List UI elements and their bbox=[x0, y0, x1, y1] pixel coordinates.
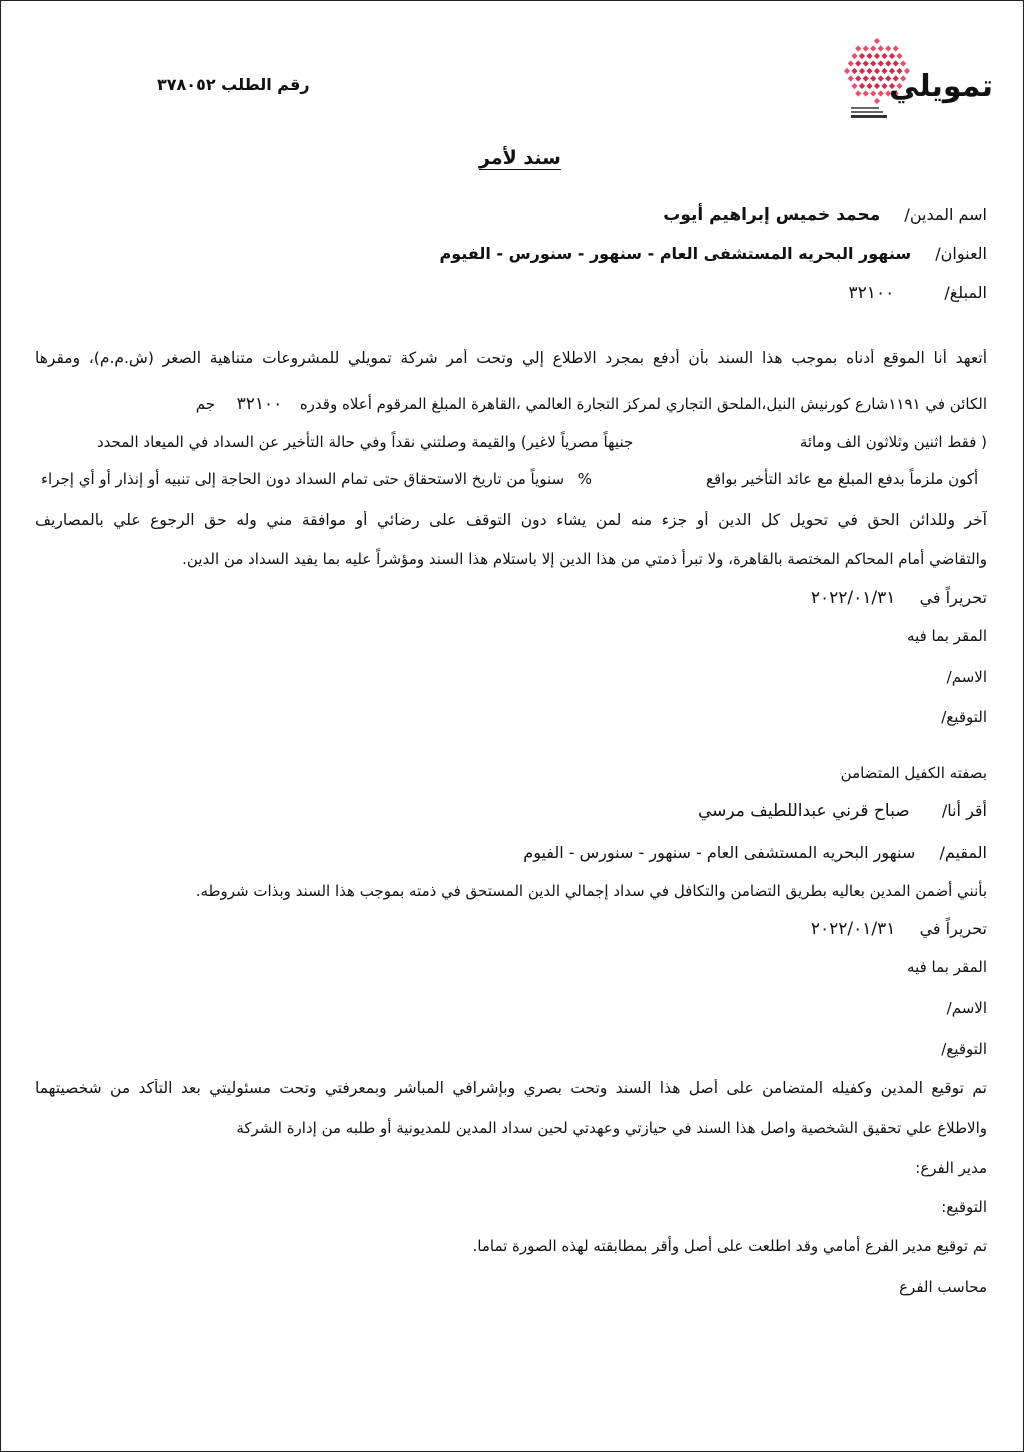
guarantor-section-label: بصفته الكفيل المتضامن bbox=[840, 764, 987, 782]
logo-tile bbox=[878, 45, 884, 51]
logo-tile bbox=[870, 60, 876, 66]
debtor-amount-value: ٣٢١٠٠ bbox=[848, 283, 895, 303]
logo-tile bbox=[851, 68, 857, 74]
logo-tile bbox=[870, 45, 876, 51]
debtor-amount-label: المبلغ/ bbox=[944, 283, 987, 302]
debtor-name-sign-label: الاسم/ bbox=[946, 668, 987, 686]
logo-tile bbox=[863, 75, 869, 81]
logo-tile bbox=[878, 75, 884, 81]
logo-tile bbox=[893, 60, 899, 66]
late-interest-percent-sign: % bbox=[577, 470, 592, 488]
logo-tile bbox=[859, 83, 865, 89]
guarantor-residence-line bbox=[523, 843, 987, 862]
debtor-date-line bbox=[811, 588, 987, 608]
branch-manager-label: مدير الفرع: bbox=[915, 1159, 987, 1177]
body-line-6: والتقاضي أمام المحاكم المختصة بالقاهرة، ولا تبرأ ذمتي من هذا الدين إلا باستلام هذا السند ومؤشراً عليه بما يفيد السداد من الدين. bbox=[182, 550, 987, 568]
debtor-signature-label: التوقيع/ bbox=[941, 708, 987, 726]
body-line-4b-text: سنوياً من تاريخ الاستحقاق حتى تمام السداد دون الحاجة إلى تنبيه أو إنذار أو أي إجراء bbox=[41, 470, 565, 488]
logo-tile bbox=[859, 53, 865, 59]
debtor-date-label: تحريراً في bbox=[919, 588, 987, 607]
logo-tile bbox=[844, 68, 850, 74]
body-line-3b: جنيهاً مصرياً لاغير) والقيمة وصلتني نقداً وفي حالة التأخير عن السداد في الميعاد المحدد bbox=[97, 433, 634, 451]
debtor-date-value: ٢٠٢٢/٠١/٣١ bbox=[810, 588, 896, 608]
logo-tile bbox=[855, 90, 861, 96]
debtor-amount-line bbox=[849, 283, 987, 303]
logo-tile bbox=[885, 60, 891, 66]
debtor-address-label: العنوان/ bbox=[935, 244, 987, 263]
manager-signature-label: التوقيع: bbox=[941, 1198, 987, 1216]
debtor-name-line bbox=[663, 205, 987, 225]
body-line-5: آخر وللدائن الحق في تحويل كل الدين أو جزء منه لمن يشاء دون التوقف على رضائي أو موافقة مني وله حق الرجوع علي بالمصاريف bbox=[35, 511, 987, 529]
logo-tile bbox=[874, 98, 880, 104]
logo-tile bbox=[896, 53, 902, 59]
logo-tagline-icon bbox=[851, 105, 891, 120]
request-number-label: رقم الطلب bbox=[221, 75, 310, 94]
request-number-value: ٣٧٨٠٥٢ bbox=[157, 75, 216, 94]
guarantor-date-label: تحريراً في bbox=[919, 919, 987, 938]
logo-tile bbox=[893, 45, 899, 51]
debtor-name-value: محمد خميس إبراهيم أيوب bbox=[663, 205, 881, 225]
guarantor-signature-label: التوقيع/ bbox=[941, 1040, 987, 1058]
logo-tile bbox=[885, 45, 891, 51]
logo-tile bbox=[878, 60, 884, 66]
logo-tile bbox=[874, 38, 880, 44]
verification-statement: تم توقيع مدير الفرع أمامي وقد اطلعت على أصل وأقر بمطابقته لهذه الصورة تماما. bbox=[472, 1237, 987, 1255]
logo-tile bbox=[851, 83, 857, 89]
footer-line-2: والاطلاع علي تحقيق الشخصية واصل هذا السند في حيازتي وعهدتي لحين سداد المدين للمديونية أو طلبه من إدارة الشركة bbox=[236, 1119, 987, 1137]
body-line-3a: ( فقط اثنين وثلاثون الف ومائة bbox=[799, 433, 987, 451]
guarantor-date-value: ٢٠٢٢/٠١/٣١ bbox=[810, 919, 896, 939]
logo-tile bbox=[870, 90, 876, 96]
body-line-4a: أكون ملزماً بدفع المبلغ مع عائد التأخير بواقع bbox=[706, 470, 979, 488]
logo-tile bbox=[870, 75, 876, 81]
body-currency: جم bbox=[195, 395, 216, 413]
logo-tile bbox=[874, 83, 880, 89]
logo-tile bbox=[874, 53, 880, 59]
logo-tile bbox=[881, 68, 887, 74]
logo-tile bbox=[851, 53, 857, 59]
request-number-line bbox=[157, 75, 310, 94]
body-amount-value: ٣٢١٠٠ bbox=[236, 394, 283, 414]
body-line-2-text: الكائن في ١١٩١شارع كورنيش النيل،الملحق التجاري لمركز التجارة العالمي ،القاهرة المبلغ المرقوم أعلاه وقدره bbox=[299, 395, 987, 413]
guarantor-statement: بأنني أضمن المدين بعاليه بطريق التضامن والتكافل في سداد إجمالي الدين المستحق في ذمته بموجب هذا السند وبذات شروطه. bbox=[195, 882, 987, 900]
debtor-name-label: اسم المدين/ bbox=[904, 205, 987, 224]
logo-tile bbox=[889, 53, 895, 59]
guarantor-residence-label: المقيم/ bbox=[939, 843, 987, 862]
logo-tile bbox=[866, 68, 872, 74]
document-title: سند لأمر bbox=[479, 147, 561, 169]
brand-name: تمويلي bbox=[889, 69, 994, 104]
body-line-1: أتعهد أنا الموقع أدناه بموجب هذا السند بأن أدفع بمجرد الاطلاع إلي وتحت أمر شركة تمويلي للمشروعات متناهية الصغر (ش.م.م)، ومقرها bbox=[35, 349, 987, 367]
guarantor-name-sign-label: الاسم/ bbox=[946, 999, 987, 1017]
logo-tile bbox=[874, 68, 880, 74]
logo-tile bbox=[866, 83, 872, 89]
logo-tile bbox=[863, 45, 869, 51]
body-line-2 bbox=[196, 394, 987, 414]
logo-tile bbox=[881, 53, 887, 59]
logo-tile bbox=[878, 90, 884, 96]
guarantor-name-line bbox=[698, 801, 987, 821]
logo-tile bbox=[900, 60, 906, 66]
guarantor-acknowledger-label: المقر بما فيه bbox=[907, 958, 987, 976]
footer-line-1: تم توقيع المدين وكفيله المتضامن على أصل هذا السند وتحت بصري وبإشرافي المباشر وبمعرفتي وتحت مسئوليتي بعد التأكد من شخصيتهما bbox=[35, 1079, 987, 1097]
guarantor-residence-value: سنهور البحريه المستشفى العام - سنهور - سنورس - الفيوم bbox=[523, 843, 916, 862]
logo-tile bbox=[855, 45, 861, 51]
debtor-acknowledger-label: المقر بما فيه bbox=[907, 627, 987, 645]
logo-tile bbox=[859, 68, 865, 74]
body-line-4b bbox=[41, 470, 592, 488]
logo-tile bbox=[881, 83, 887, 89]
logo-tile bbox=[863, 90, 869, 96]
logo-tile bbox=[848, 75, 854, 81]
debtor-address-line bbox=[440, 244, 987, 263]
logo-tile bbox=[848, 60, 854, 66]
guarantor-iam-label: أقر أنا/ bbox=[941, 801, 987, 820]
guarantor-date-line bbox=[811, 919, 987, 939]
logo-tile bbox=[866, 53, 872, 59]
logo-tile bbox=[855, 60, 861, 66]
logo-tile bbox=[855, 75, 861, 81]
guarantor-name-value: صباح قرني عبداللطيف مرسي bbox=[698, 801, 910, 821]
debtor-address-value: سنهور البحريه المستشفى العام - سنهور - سنورس - الفيوم bbox=[439, 244, 912, 263]
logo-tile bbox=[863, 60, 869, 66]
branch-accountant-label: محاسب الفرع bbox=[899, 1278, 987, 1296]
